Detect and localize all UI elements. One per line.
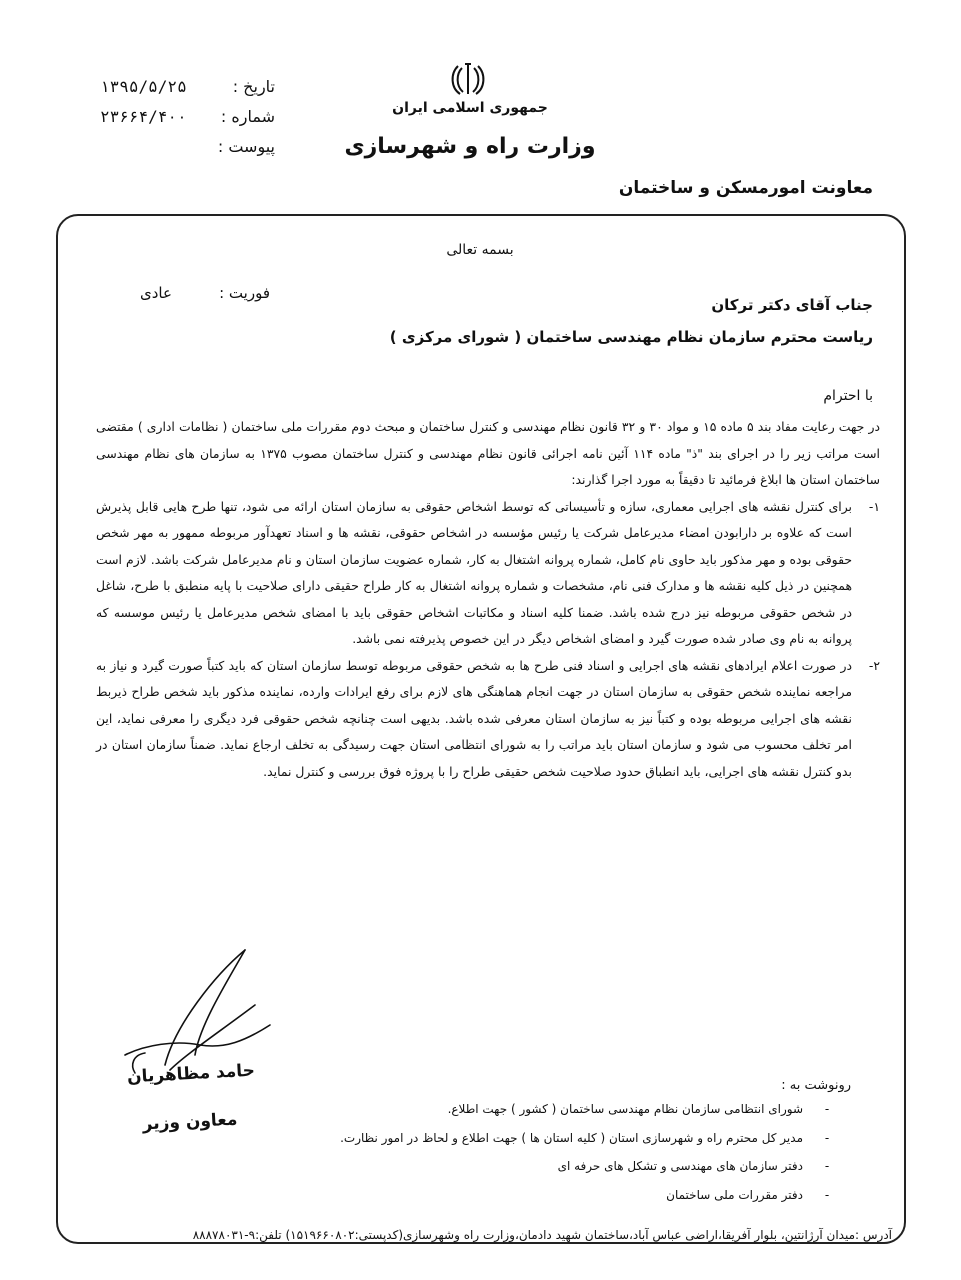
list-item — [311, 1131, 851, 1160]
intro-paragraph: در جهت رعایت مفاد بند ۵ ماده ۱۵ و مواد ۳۰ و ۳۲ قانون نظام مهندسی و کنترل ساختمان و مبحث دوم مقررات ملی ساختمان ( نظامات اداری ) مقتضی است مراتب زیر را در اجرای بند "ذ" ماده ۱۱۴ آئین نامه اجرائی قانون نظام مهندسی و کنترل ساختمان مصوب ۱۳۷۵ به سازمان های نظام مهندسی ساختمان استان ها ابلاغ فرمائید تا دقیقاً به مورد اجرا گذارند: — [96, 419, 881, 487]
cc-item-text: شورای انتظامی سازمان نظام مهندسی ساختمان ( کشور ) جهت اطلاع. — [447, 1102, 803, 1116]
footer-address: آدرس :میدان آرژانتین، بلوار آفریقا،اراضی عباس آباد،ساختمان شهید دادمان،وزارت راه وشهرسازی(کدپستی:۱۵۱۹۶۶۰۸۰۲) تلفن:۹-۸۸۸۷۸۰۳۱ — [192, 1228, 892, 1242]
urgency — [140, 284, 270, 302]
deputy-title: معاونت امورمسکن و ساختمان — [618, 178, 873, 198]
date-row — [100, 72, 275, 102]
signer-title: معاون وزیر — [142, 1109, 238, 1135]
cc-dash: - — [824, 1102, 830, 1116]
list-item — [96, 653, 880, 786]
item-number: ۱- — [868, 498, 880, 514]
cc-dash: - — [824, 1187, 830, 1202]
date-value: ۱۳۹۵/۵/۲۵ — [100, 77, 187, 96]
cc-item-text: دفتر سازمان های مهندسی و تشکل های حرفه ای — [557, 1159, 803, 1173]
number-label: شماره : — [220, 107, 275, 126]
letter-body — [96, 414, 880, 785]
list-item — [96, 494, 880, 653]
list-item — [311, 1188, 851, 1217]
number-row — [100, 102, 275, 132]
republic-title: جمهوری اسلامی ایران — [392, 100, 548, 116]
cc-item-text: دفتر مقررات ملی ساختمان — [666, 1187, 803, 1202]
attachment-label: پیوست : — [217, 137, 275, 156]
list-item — [311, 1159, 851, 1188]
urgency-label: فوریت : — [219, 284, 270, 302]
iran-emblem-icon — [448, 60, 488, 100]
signer-name: حامد مظاهریان — [126, 1060, 256, 1088]
recipient-name: جناب آقای دکتر ترکان — [711, 296, 873, 314]
cc-dash: - — [824, 1130, 830, 1145]
recipient-title: ریاست محترم سازمان نظام مهندسی ساختمان ( شورای مرکزی ) — [389, 328, 873, 346]
urgency-value: عادی — [140, 284, 172, 302]
number-value: ۲۳۶۶۴/۴۰۰ — [100, 107, 187, 126]
greeting: با احترام — [823, 388, 873, 404]
date-label: تاریخ : — [232, 77, 275, 96]
cc-list — [311, 1102, 851, 1216]
item-text: برای کنترل نقشه های اجرایی معماری، سازه و تأسیساتی که توسط اشخاص حقوقی به سازمان استان ارائه می شود، تنها طرح هایی قابل پذیرش است که علاوه بر دارابودن امضاء مدیرعامل شرکت یا رئیس مؤسسه در اشخاص حقوقی، نقشه ها و اسناد تعهدآور مربوطه ممهور به مهر شخص حقوقی بوده و مهر مذکور باید حاوی نام کامل، شماره پروانه اشتغال به کار، شماره عضویت سازمان استان و نام مدیرعامل شرکت باشد. لازم است همچنین در ذیل کلیه نقشه ها و مدارک فنی نام، مشخصات و شماره پروانه اشتغال به کار طراح حقیقی دارای صلاحیت با پایه منطبق با طرح، شاغل در شخص حقوقی مربوطه نیز درج شده باشد. ضمنا کلیه اسناد و مکاتبات اشخاص حقوقی باید با امضای شخص مدیرعامل یا رئیس موسسه که پروانه به نام وی صادر شده صورت گیرد و امضای اشخاص دیگر در این خصوص پذیرفته نمی باشد. — [96, 498, 852, 646]
cc-item-text: مدیر کل محترم راه و شهرسازی استان ( کلیه استان ها ) جهت اطلاع و لحاظ در امور نظارت. — [340, 1130, 803, 1145]
letter-meta — [100, 72, 275, 162]
item-text: در صورت اعلام ایرادهای نقشه های اجرایی و اسناد فنی طرح ها به شخص حقوقی مربوطه توسط سازمان استان که باید کتباً صورت گیرد و نیاز به مراجعه نماینده شخص حقوقی به سازمان استان در جهت انجام هماهنگی های لازم برای رفع ایرادات وارده، نماینده مذکور باید شخص طراح ذیربط نقشه های اجرایی مربوطه بوده و کتباً نیز به سازمان استان معرفی شده باشد. بدیهی است چنانچه شخص حقوقی فرد دیگری را معرفی نماید، این امر تخلف محسوب می شود و سازمان استان باید مراتب را به شورای انتظامی استان جهت رسیدگی به تخلف ارجاع نماید. ضمناً سازمان استان در بدو کنترل نقشه های اجرایی، باید انطباق حدود صلاحیت شخص حقیقی طراح را با پروژه فوق بررسی و کنترل نماید. — [96, 657, 852, 779]
item-number: ۲- — [868, 657, 880, 673]
cc-title: رونوشت به : — [781, 1078, 851, 1093]
attachment-row — [100, 132, 275, 162]
cc-dash: - — [824, 1159, 830, 1173]
list-item — [311, 1102, 851, 1131]
bismillah: بسمه تعالی — [446, 242, 514, 258]
ministry-title: وزارت راه و شهرسازی — [344, 134, 596, 159]
